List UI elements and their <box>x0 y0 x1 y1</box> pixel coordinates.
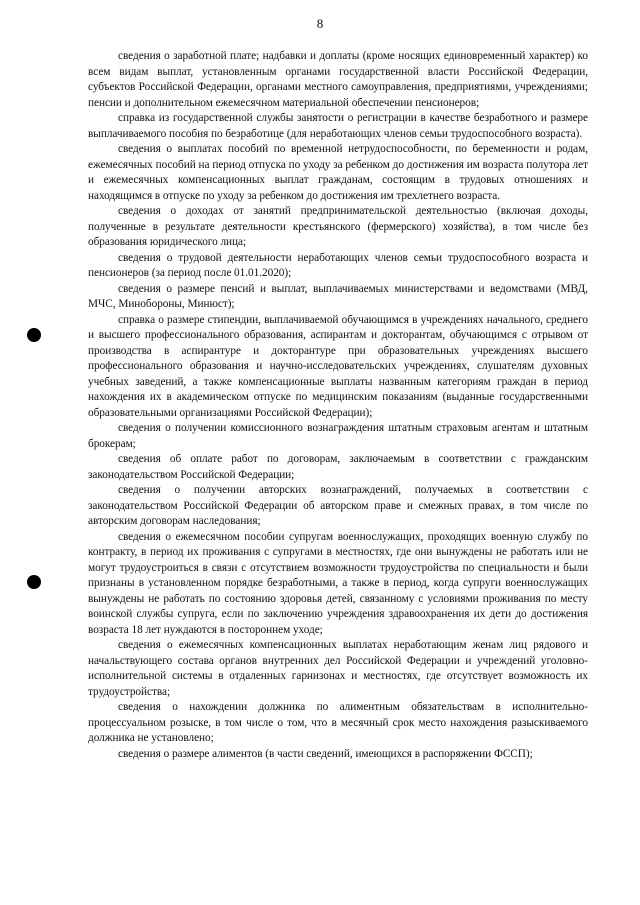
paragraph: сведения о выплатах пособий по временной нетрудоспособности, по беременности и родам, ежемесячных пособий на период отпуска по уходу за ребенком до достижения им возраста полутора лет и ежемесячных компенсационных выплат гражданам, состоящим в трудовых отношениях и находящимся в отпуске по уходу за ребенком до достижения им трехлетнего возраста. <box>88 143 588 202</box>
paragraph: сведения о получении авторских вознаграждений, получаемых в соответствии с законодательством Российской Федерации об авторском праве и смежных правах, в том числе по авторским договорам наследования; <box>88 484 588 527</box>
paragraph: сведения о доходах от занятий предпринимательской деятельностью (включая доходы, полученные в результате деятельности крестьянского (фермерского) хозяйства), в том числе без образования юридического лица; <box>88 205 588 248</box>
paragraph: сведения о размере алиментов (в части сведений, имеющихся в распоряжении ФССП); <box>118 747 533 760</box>
paragraph: сведения о нахождении должника по алиментным обязательствам в исполнительно-процессуальном розыске, в том числе о том, что в месячный срок место нахождения разыскиваемого должника не установлено; <box>88 701 588 744</box>
page-number: 8 <box>316 16 324 31</box>
paragraph: сведения о ежемесячных компенсационных выплатах неработающим женам лиц рядового и начальствующего состава органов внутренних дел Российской Федерации и учреждений уголовно-исполнительной системы в отдаленных гарнизонах и местностях, где отсутствует возможность их трудоустройства; <box>88 639 588 698</box>
paragraph: справка о размере стипендии, выплачиваемой обучающимся в учреждениях начального, среднего и высшего профессионального образования, аспирантам и докторантам, обучающимся с отрывом от производства в аспирантуре и докторантуре при образовательных учреждениях высшего профессионального образования и научно-исследовательских учреждениях, слушателям духовных учебных заведений, а также компенсационные выплаты названным категориям граждан в период нахождения их в академическом отпуске по медицинским показаниям (выданные государственными образовательными организациями Российской Федерации); <box>88 313 588 419</box>
paragraph: сведения о размере пенсий и выплат, выплачиваемых министерствами и ведомствами (МВД, МЧС, Минобороны, Минюст); <box>88 282 588 310</box>
paragraph: справка из государственной службы занятости о регистрации в качестве безработного и размере выплачиваемого пособия по безработице (для неработающих членов семьи трудоспособного возраста). <box>88 112 588 140</box>
paragraph: сведения о трудовой деятельности неработающих членов семьи трудоспособного возраста и пенсионеров (за период после 01.01.2020); <box>88 251 588 279</box>
paragraph: сведения о заработной плате; надбавки и доплаты (кроме носящих единовременный характер) ко всем видам выплат, установленным органами государственной власти Российской Федерации, субъектов Российской Федерации, органами местного самоуправления, предприятиями, учреждениями; пенсии и дополнительном ежемесячном материальной обеспечении пенсионеров; <box>88 50 588 109</box>
paragraph: сведения об оплате работ по договорам, заключаемым в соответствии с гражданским законодательством Российской Федерации; <box>88 453 588 481</box>
document-body <box>88 49 588 762</box>
paragraph: сведения о ежемесячном пособии супругам военнослужащих, проходящих военную службу по контракту, в период их проживания с супругами в местностях, где они вынуждены не работать или не могут трудоустроиться в связи с отсутствием возможности трудоустройства по специальности и были признаны в установленном порядке безработными, а также в период, когда супруги военнослужащих вынуждены не работать по состоянию здоровья детей, связанному с условиями проживания по месту воинской службы супруга, если по заключению учреждения здравоохранения их дети до достижения возраста 18 лет нуждаются в постороннем уходе; <box>88 530 588 636</box>
punch-hole-icon <box>27 575 41 589</box>
paragraph: сведения о получении комиссионного вознаграждения штатным страховым агентам и штатным брокерам; <box>88 422 588 450</box>
punch-hole-icon <box>27 328 41 342</box>
